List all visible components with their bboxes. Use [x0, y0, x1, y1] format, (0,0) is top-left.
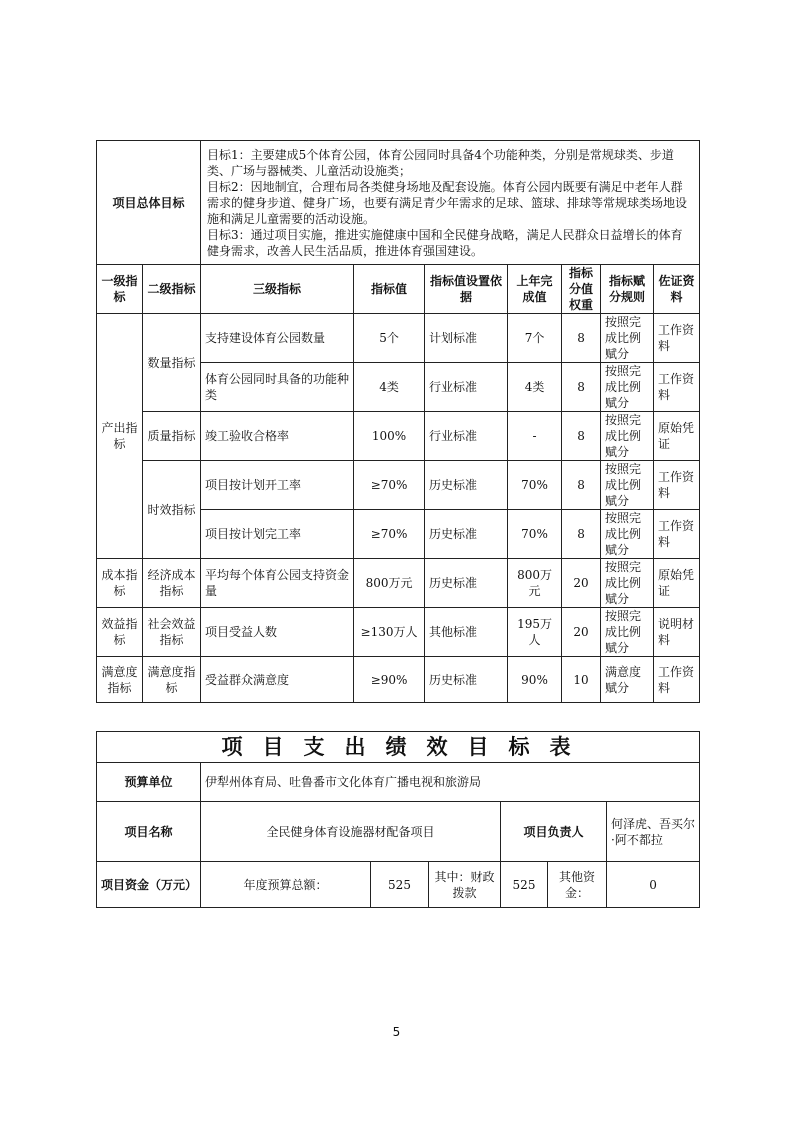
annual-budget-label: 年度预算总额： — [201, 862, 371, 908]
row-rule: 按照完成比例赋分 — [601, 559, 654, 608]
row-l3: 项目受益人数 — [201, 608, 354, 657]
row-evidence: 工作资料 — [654, 657, 700, 703]
table-row — [97, 461, 700, 510]
budget-unit-value: 伊犁州体育局、吐鲁番市文化体育广播电视和旅游局 — [201, 763, 700, 802]
row-last: 195万人 — [508, 608, 562, 657]
overall-goal-label: 项目总体目标 — [97, 141, 201, 265]
row-evidence: 原始凭证 — [654, 412, 700, 461]
row-value: ≥130万人 — [354, 608, 425, 657]
table-title: 项目支出绩效目标表 — [97, 732, 700, 763]
header-row — [97, 265, 700, 314]
group-social-benefit: 社会效益指标 — [143, 608, 201, 657]
header-l1: 一级指标 — [97, 265, 143, 314]
group-econ-cost: 经济成本指标 — [143, 559, 201, 608]
goal-line-3: 目标3：通过项目实施，推进实施健康中国和全民健身战略，满足人民群众日益增长的体育健身需求，改善人民生活品质，推进体育强国建设。 — [207, 227, 683, 258]
fiscal-appropriation-value: 525 — [501, 862, 548, 908]
other-funds-label: 其他资金： — [548, 862, 607, 908]
row-evidence: 原始凭证 — [654, 559, 700, 608]
table-row — [97, 657, 700, 703]
row-rule: 按照完成比例赋分 — [601, 363, 654, 412]
row-last: 70% — [508, 461, 562, 510]
project-name-label: 项目名称 — [97, 802, 201, 862]
header-evidence: 佐证资料 — [654, 265, 700, 314]
fiscal-appropriation-label: 其中：财政拨款 — [429, 862, 501, 908]
group-benefit: 效益指标 — [97, 608, 143, 657]
project-manager-value: 何泽虎、吾买尔·阿不都拉 — [607, 802, 700, 862]
row-evidence: 说明材料 — [654, 608, 700, 657]
page-number: 5 — [392, 1025, 401, 1039]
group-cost: 成本指标 — [97, 559, 143, 608]
row-value: ≥70% — [354, 461, 425, 510]
row-rule: 按照完成比例赋分 — [601, 314, 654, 363]
row-evidence: 工作资料 — [654, 314, 700, 363]
row-rule: 按照完成比例赋分 — [601, 608, 654, 657]
row-evidence: 工作资料 — [654, 510, 700, 559]
row-rule: 满意度赋分 — [601, 657, 654, 703]
project-name-value: 全民健身体育设施器材配备项目 — [201, 802, 501, 862]
table-row — [97, 412, 700, 461]
row-value: 800万元 — [354, 559, 425, 608]
table-row — [97, 314, 700, 363]
row-rule: 按照完成比例赋分 — [601, 510, 654, 559]
project-info-table — [96, 731, 700, 908]
header-last-year: 上年完成值 — [508, 265, 562, 314]
goal-line-1: 目标1：主要建成5个体育公园，体育公园同时具备4个功能种类，分别是常规球类、步道类、广场与器械类、儿童活动设施类； — [207, 147, 674, 178]
row-value: 100% — [354, 412, 425, 461]
funds-label: 项目资金（万元） — [97, 862, 201, 908]
other-funds-value: 0 — [607, 862, 700, 908]
group-quality: 质量指标 — [143, 412, 201, 461]
group-satisfaction-sub: 满意度指标 — [143, 657, 201, 703]
row-value: 5个 — [354, 314, 425, 363]
group-output: 产出指标 — [97, 314, 143, 559]
annual-budget-value: 525 — [371, 862, 429, 908]
row-weight: 8 — [562, 461, 601, 510]
row-basis: 其他标准 — [425, 608, 508, 657]
row-l3: 竣工验收合格率 — [201, 412, 354, 461]
header-value: 指标值 — [354, 265, 425, 314]
row-rule: 按照完成比例赋分 — [601, 412, 654, 461]
row-weight: 10 — [562, 657, 601, 703]
table-row — [97, 608, 700, 657]
row-value: 4类 — [354, 363, 425, 412]
budget-unit-label: 预算单位 — [97, 763, 201, 802]
row-last: 800万元 — [508, 559, 562, 608]
row-basis: 历史标准 — [425, 461, 508, 510]
row-last: 70% — [508, 510, 562, 559]
performance-indicator-table — [96, 140, 700, 703]
row-basis: 计划标准 — [425, 314, 508, 363]
row-basis: 历史标准 — [425, 559, 508, 608]
row-weight: 8 — [562, 510, 601, 559]
row-last: 4类 — [508, 363, 562, 412]
row-weight: 20 — [562, 608, 601, 657]
row-last: - — [508, 412, 562, 461]
row-value: ≥90% — [354, 657, 425, 703]
row-basis: 历史标准 — [425, 510, 508, 559]
header-weight: 指标分值权重 — [562, 265, 601, 314]
overall-goal-text — [201, 141, 700, 265]
row-last: 7个 — [508, 314, 562, 363]
row-value: ≥70% — [354, 510, 425, 559]
row-weight: 8 — [562, 314, 601, 363]
row-basis: 历史标准 — [425, 657, 508, 703]
group-satisfaction: 满意度指标 — [97, 657, 143, 703]
row-basis: 行业标准 — [425, 363, 508, 412]
row-weight: 20 — [562, 559, 601, 608]
row-basis: 行业标准 — [425, 412, 508, 461]
row-l3: 项目按计划完工率 — [201, 510, 354, 559]
row-evidence: 工作资料 — [654, 461, 700, 510]
row-l3: 平均每个体育公园支持资金量 — [201, 559, 354, 608]
header-basis: 指标值设置依据 — [425, 265, 508, 314]
header-l2: 二级指标 — [143, 265, 201, 314]
header-l3: 三级指标 — [201, 265, 354, 314]
group-timeliness: 时效指标 — [143, 461, 201, 559]
row-l3: 体育公园同时具备的功能种类 — [201, 363, 354, 412]
project-manager-label: 项目负责人 — [501, 802, 607, 862]
group-quantity: 数量指标 — [143, 314, 201, 412]
row-l3: 支持建设体育公园数量 — [201, 314, 354, 363]
row-l3: 受益群众满意度 — [201, 657, 354, 703]
row-last: 90% — [508, 657, 562, 703]
goal-line-2: 目标2：因地制宜，合理布局各类健身场地及配套设施。体育公园内既要有满足中老年人群需求的健身步道、健身广场，也要有满足青少年需求的足球、篮球、排球等常规球类场地设施和满足儿童需要的活动设施。 — [207, 179, 688, 226]
row-rule: 按照完成比例赋分 — [601, 461, 654, 510]
row-l3: 项目按计划开工率 — [201, 461, 354, 510]
row-evidence: 工作资料 — [654, 363, 700, 412]
row-weight: 8 — [562, 363, 601, 412]
header-rule: 指标赋分规则 — [601, 265, 654, 314]
table-row — [97, 559, 700, 608]
row-weight: 8 — [562, 412, 601, 461]
